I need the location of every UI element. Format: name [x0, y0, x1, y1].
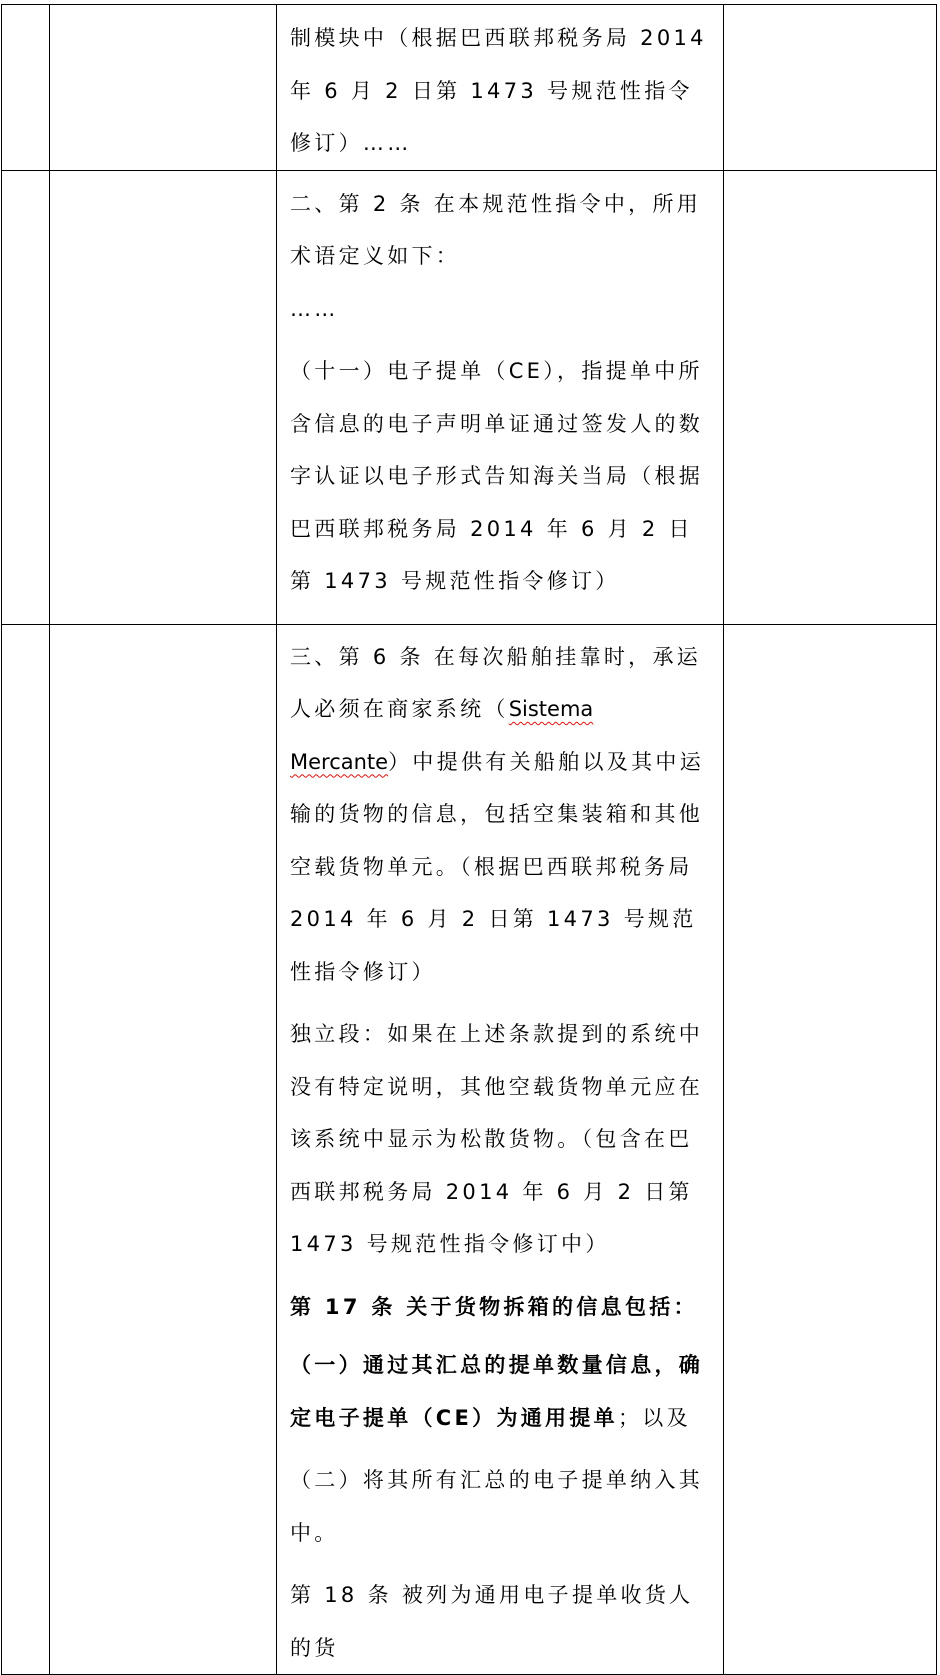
paragraph: 制模块中（根据巴西联邦税务局 2014 年 6 月 2 日第 1473 号规范性指令修订）……: [290, 26, 707, 155]
table-cell-empty: [2, 170, 50, 624]
table-row: [2, 624, 937, 1675]
table-cell-empty: [50, 170, 277, 624]
comparison-table: [1, 4, 937, 1675]
paragraph: [290, 631, 710, 999]
table-cell-empty: [724, 170, 937, 624]
paragraph: （十一）电子提单（CE），指提单中所含信息的电子声明单证通过签发人的数字认证以电子形式告知海关当局（根据巴西联邦税务局 2014 年 6 月 2 日第 1473 号规范性指令修订）: [290, 359, 704, 593]
table-cell-empty: [724, 624, 937, 1675]
paragraph: [290, 1339, 710, 1444]
table-cell-empty: [50, 624, 277, 1675]
table-cell-empty: [2, 5, 50, 171]
paragraph: （二）将其所有汇总的电子提单纳入其中。: [290, 1468, 704, 1545]
spellcheck-underlined-term: Sistema Mercante: [290, 697, 594, 774]
bold-text: （一）通过其汇总的提单数量信息，确定电子提单（CE）为通用提单: [290, 1353, 704, 1430]
table-cell-text: [277, 624, 724, 1675]
paragraph: 独立段：如果在上述条款提到的系统中没有特定说明，其他空载货物单元应在该系统中显示为松散货物。（包含在巴西联邦税务局 2014 年 6 月 2 日第 1473 号规范性指令修订中）: [290, 1022, 704, 1256]
paragraph-text: ）中提供有关船舶以及其中运输的货物的信息，包括空集装箱和其他空载货物单元。（根据巴西联邦税务局 2014 年 6 月 2 日第 1473 号规范性指令修订）: [290, 749, 704, 984]
table-cell-text: [277, 5, 724, 171]
table-cell-text: [277, 170, 724, 624]
table-cell-empty: [50, 5, 277, 171]
paragraph: 第 18 条 被列为通用电子提单收货人的货: [290, 1583, 694, 1660]
ellipsis-paragraph: ……: [290, 296, 339, 321]
paragraph-text: 三、第 6 条 在每次船舶挂靠时，承运人必须在商家系统（: [290, 644, 702, 721]
table-cell-empty: [2, 624, 50, 1675]
article-heading: 第 17 条 关于货物拆箱的信息包括：: [290, 1294, 698, 1319]
paragraph-text: ；以及: [617, 1405, 691, 1430]
table-cell-empty: [724, 5, 937, 171]
table-row: [2, 170, 937, 624]
paragraph: 二、第 2 条 在本规范性指令中，所用术语定义如下：: [290, 191, 702, 268]
table-row: [2, 5, 937, 171]
